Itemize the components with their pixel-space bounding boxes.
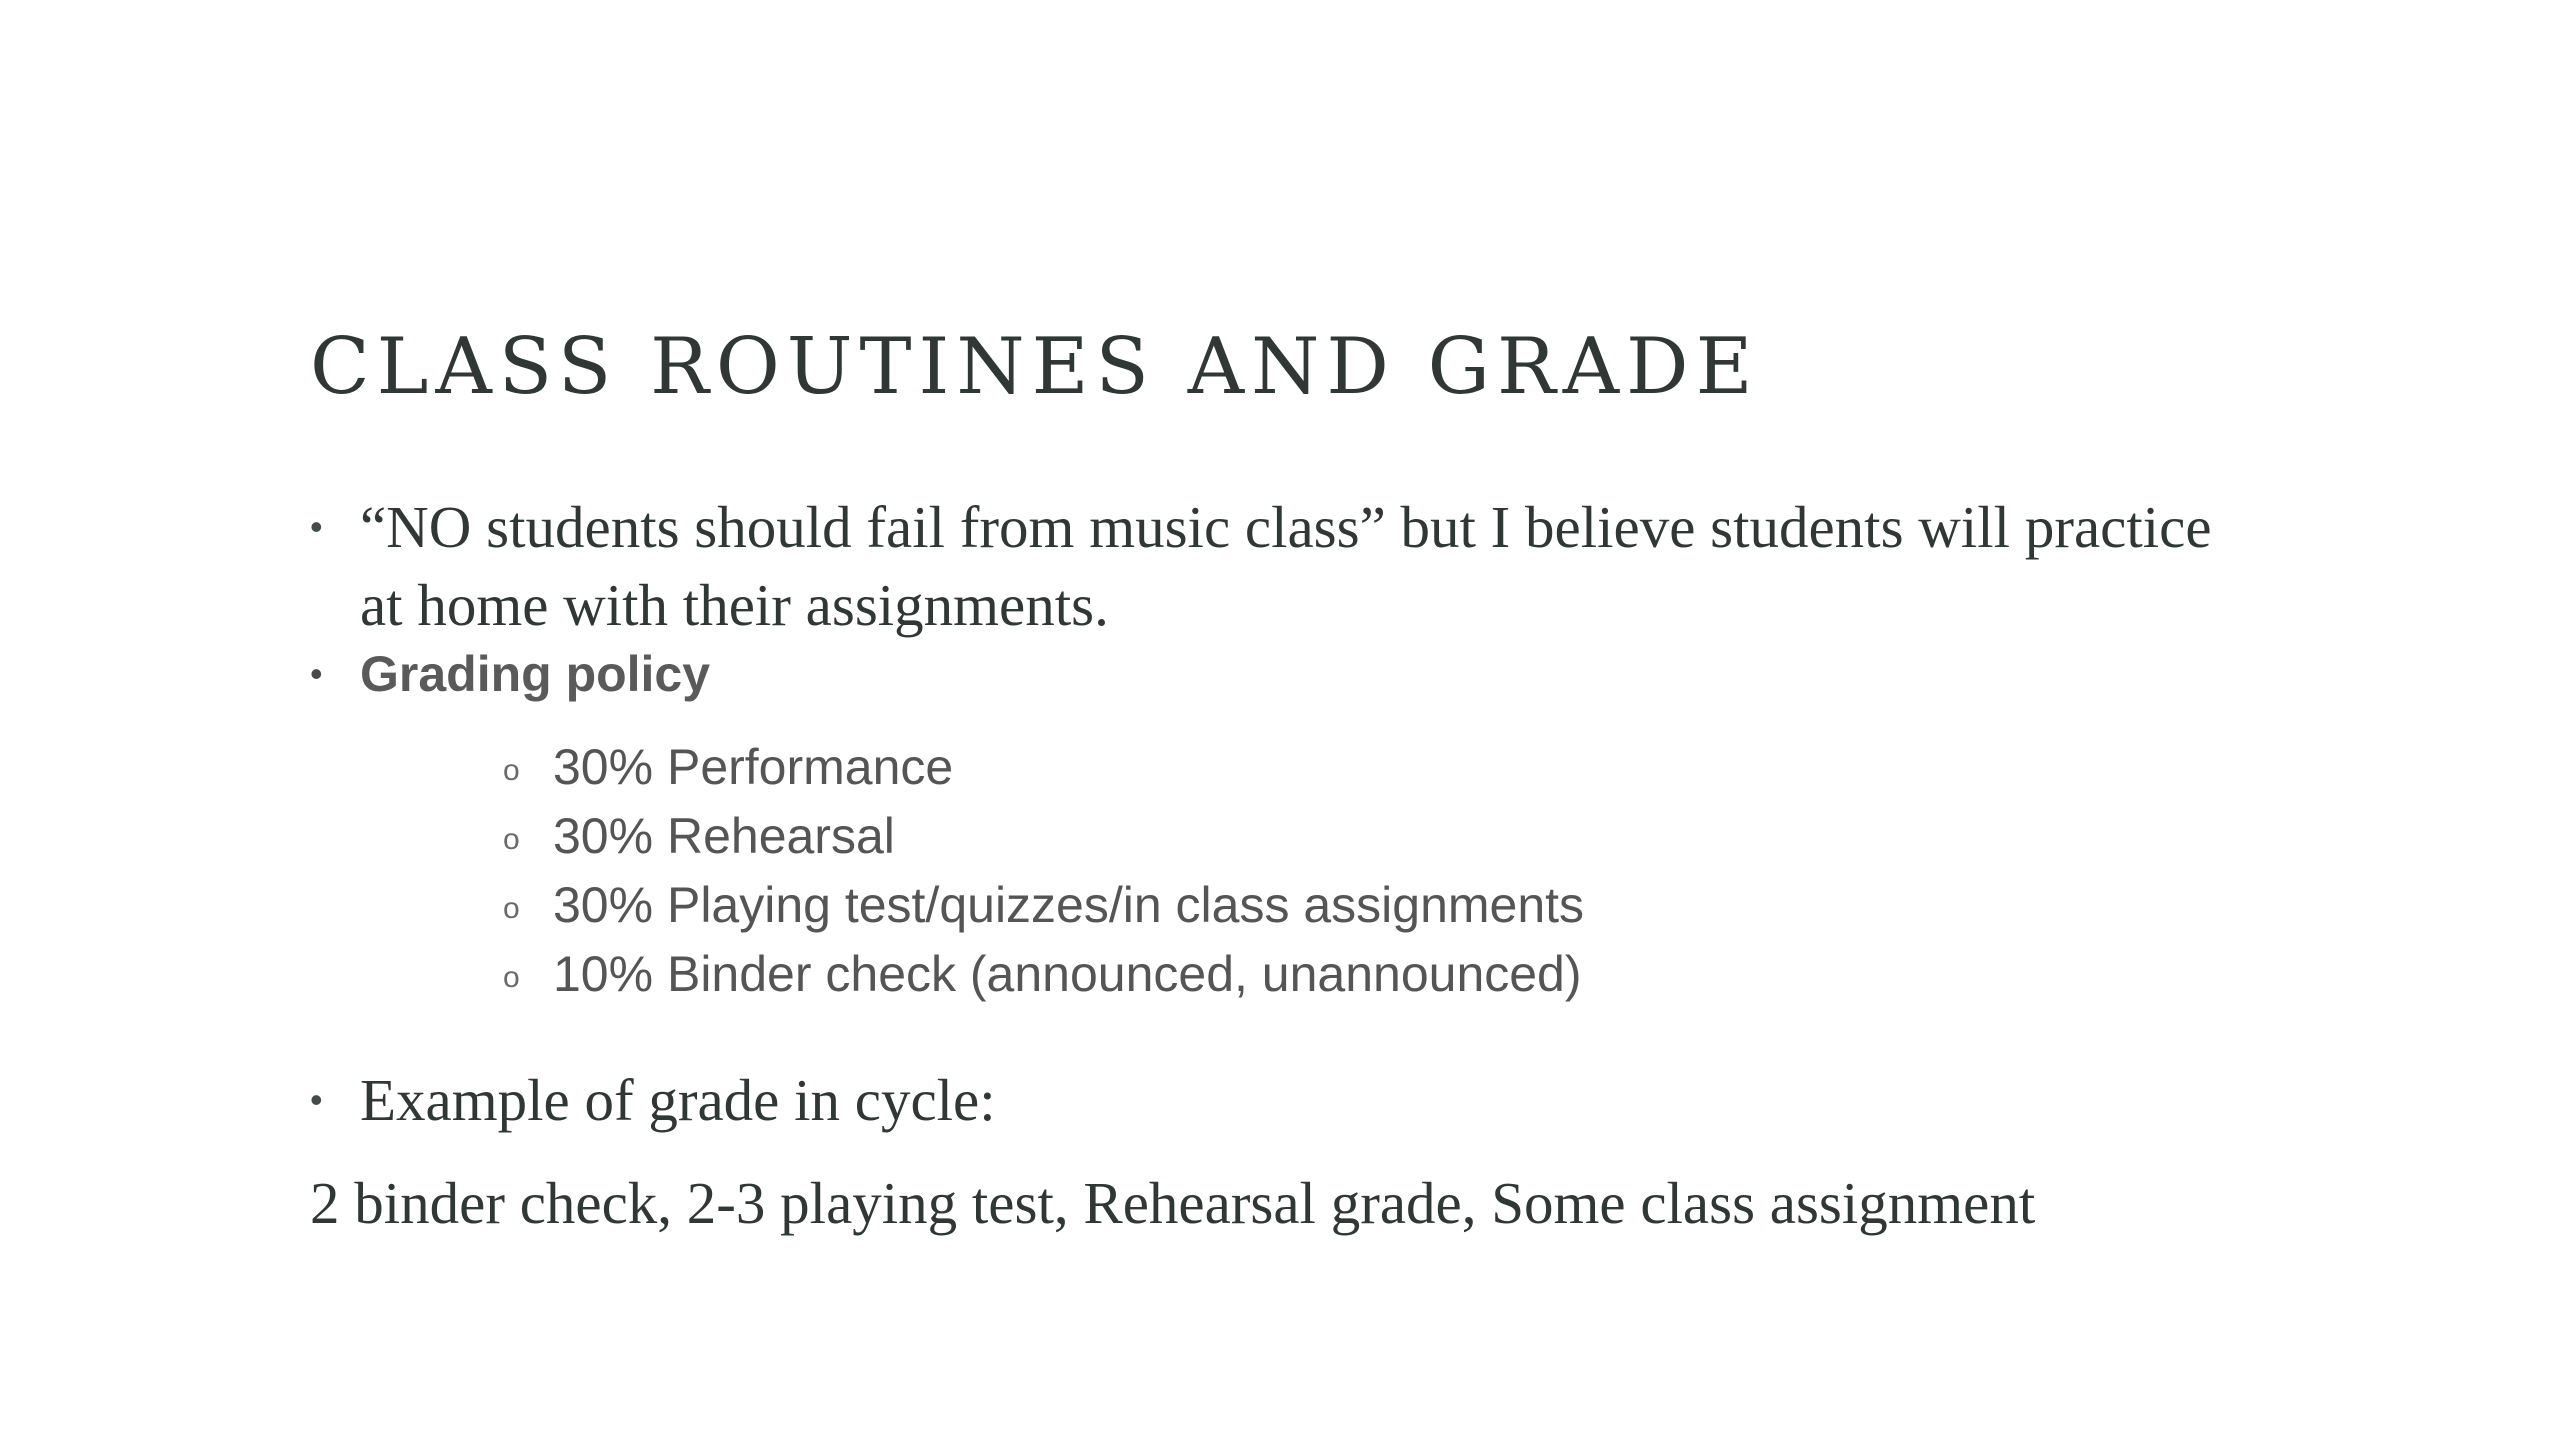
bullet-text: “NO students should fail from music class” but I believe students will practice at home with their assignments. bbox=[360, 494, 2212, 638]
slide-title: CLASS ROUTINES AND GRADE bbox=[310, 322, 1760, 412]
list-item bbox=[503, 939, 1584, 1008]
example-grade-line: 2 binder check, 2-3 playing test, Rehearsal grade, Some class assignment bbox=[310, 1170, 2036, 1236]
sub-bullet: o bbox=[503, 891, 520, 925]
sub-bullet: o bbox=[503, 753, 520, 787]
grading-policy-list bbox=[503, 732, 1584, 1008]
grading-item-text: 10% Binder check (announced, unannounced) bbox=[553, 945, 1582, 1002]
bullet-item bbox=[310, 488, 2260, 644]
bullet-dot: • bbox=[310, 506, 323, 547]
grading-policy-heading: Grading policy bbox=[360, 646, 711, 702]
sub-bullet: o bbox=[503, 822, 520, 856]
grading-item-text: 30% Playing test/quizzes/in class assignments bbox=[553, 876, 1585, 933]
grading-item-text: 30% Performance bbox=[553, 738, 954, 795]
bullet-dot: • bbox=[310, 1079, 323, 1120]
list-item bbox=[503, 801, 1584, 870]
bullet-item bbox=[310, 643, 710, 705]
grading-item-text: 30% Rehearsal bbox=[553, 807, 895, 864]
list-item bbox=[503, 870, 1584, 939]
sub-bullet: o bbox=[503, 960, 520, 994]
bullet-text: Example of grade in cycle: bbox=[360, 1067, 996, 1133]
bullet-item bbox=[310, 1061, 996, 1139]
list-item bbox=[503, 732, 1584, 801]
bullet-dot: • bbox=[310, 653, 323, 694]
